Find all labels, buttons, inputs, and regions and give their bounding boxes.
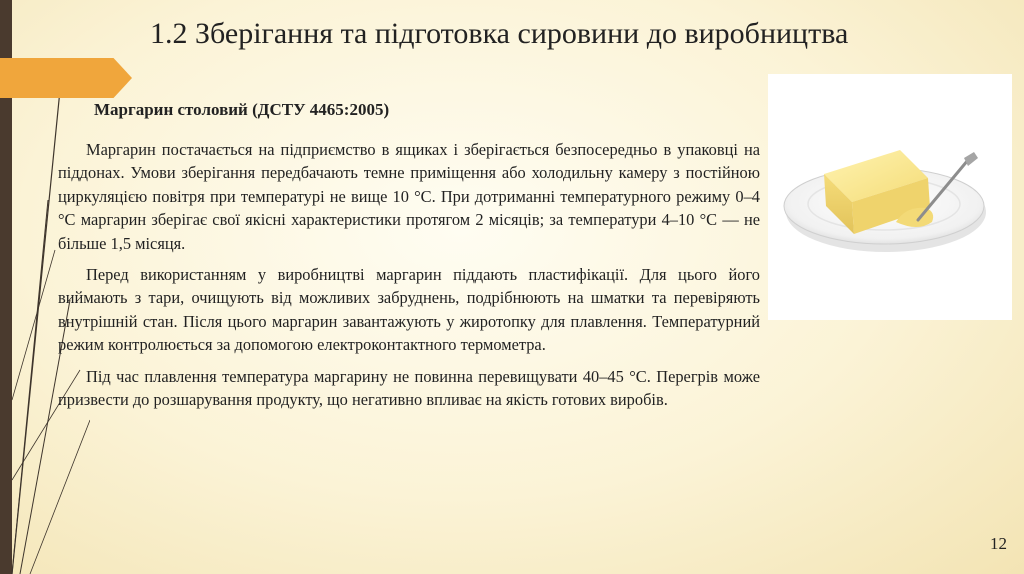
paragraph-melting: Під час плавлення температура маргарину не повинна перевищувати 40–45 °С. Перегрів може призвести до розшарування продукту, що негативно впливає на якість готових виробів. [58, 366, 760, 410]
paragraph-preparation: Перед використанням у виробництві маргарин піддають пластифікації. Для цього його виймають з тари, очищують від можливих забруднень, подрібнюють на шматки та перевіряють внутрішній стан. Після цього маргарин завантажують у жиротопку для плавлення. Температурний режим контролюється за допомогою електроконтактного термометра. [58, 265, 760, 355]
paragraph-storage: Маргарин постачається на підприємство в ящиках і зберігається безпосередньо в упаковці на піддонах. Умови зберігання передбачають темне приміщення або холодильну камеру з постійною циркуляцією повітря при температурі не вище 10 °С. При дотриманні температурного режиму 0–4 °С маргарин зберігає свої якісні характеристики протягом 2 місяців; за температури 4–10 °С — не більше 1,5 місяця. [58, 140, 760, 253]
body-text [58, 138, 760, 419]
slide-title: 1.2 Зберігання та підготовка сировини до виробництва [150, 17, 849, 50]
margarine-photo [768, 74, 1012, 320]
page-number: 12 [990, 534, 1007, 553]
margarine-on-plate-image [768, 74, 1012, 320]
accent-arrow [0, 58, 132, 98]
section-subtitle: Маргарин столовий (ДСТУ 4465:2005) [94, 100, 390, 119]
